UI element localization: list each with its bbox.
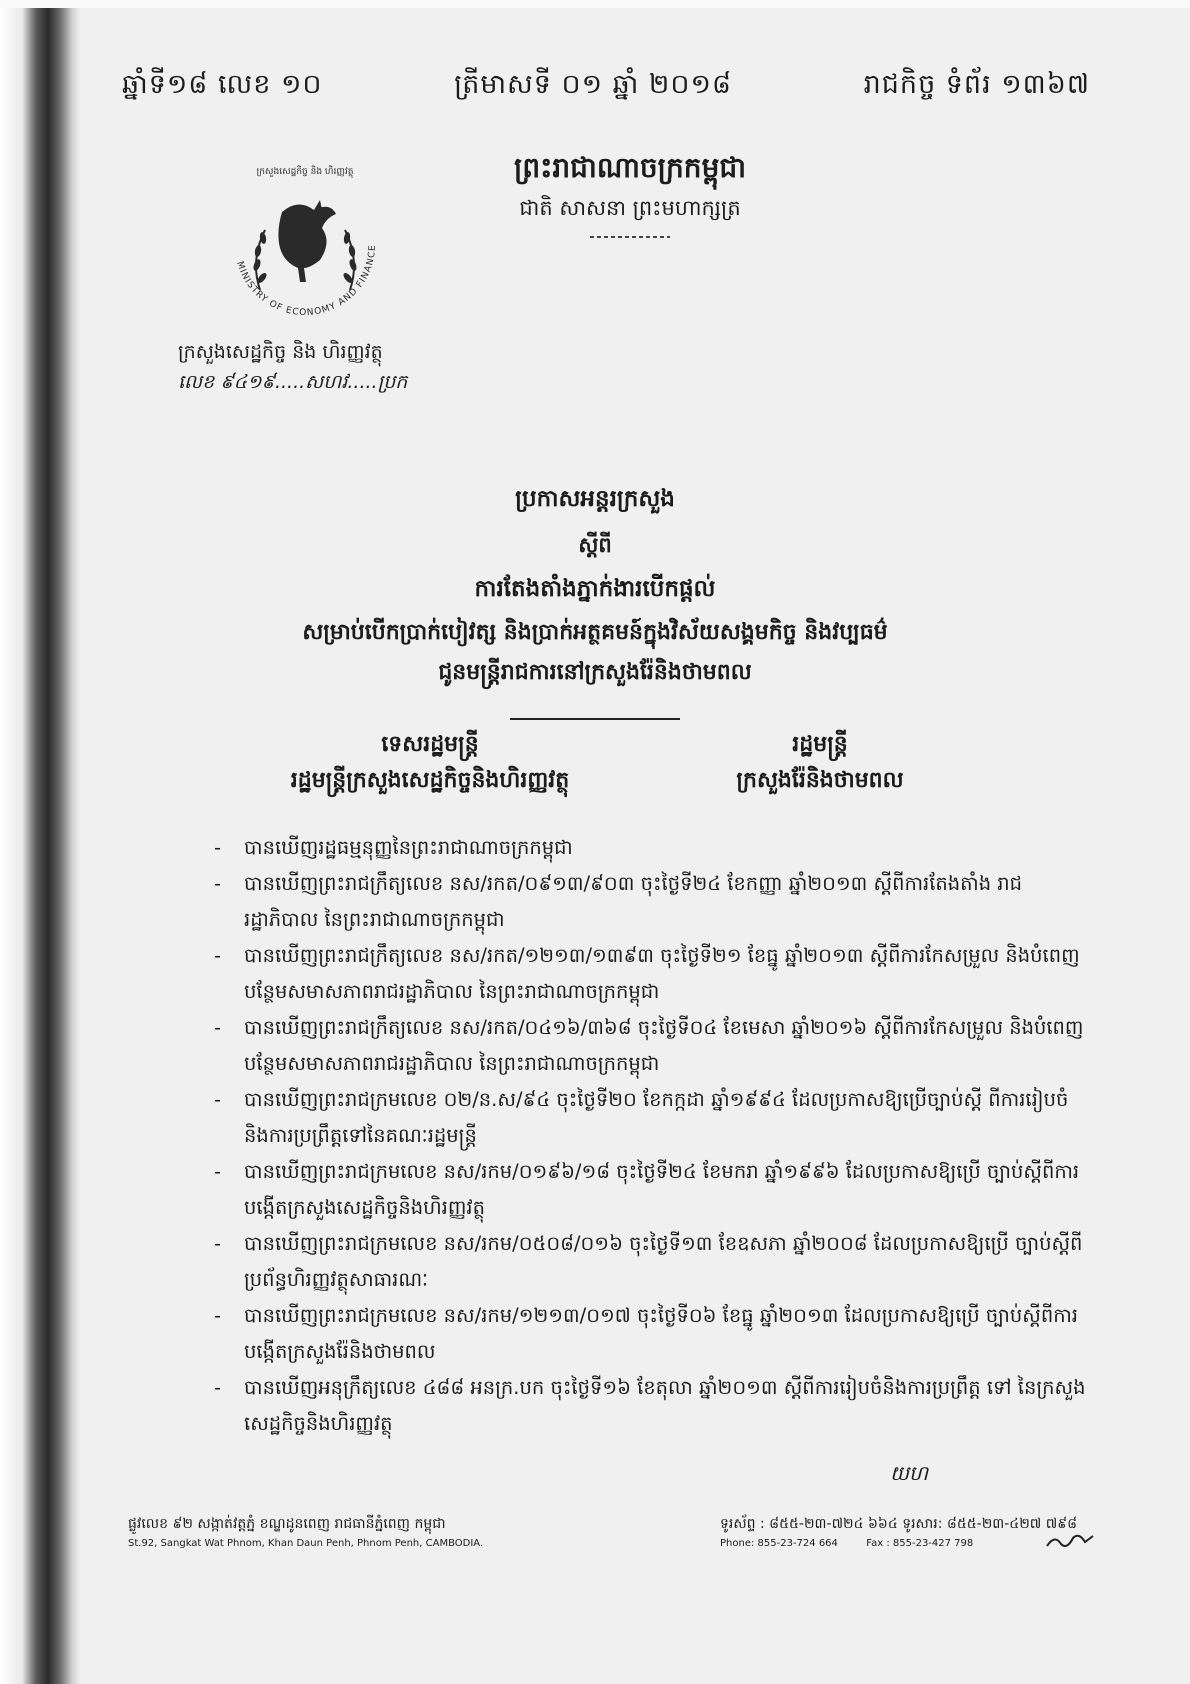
title-line-3: ការតែងតាំងភ្នាក់ងារបើកផ្តល់	[474, 576, 716, 602]
footer-phone-fax-en	[720, 1538, 1077, 1549]
title-divider	[510, 718, 680, 720]
list-item-text: បានឃើញរដ្ឋធម្មនុញ្ញនៃព្រះរាជាណាចក្រកម្ពុជា	[244, 836, 573, 859]
signature-scribble-icon	[1045, 1530, 1095, 1552]
bullet-dash: -	[214, 1376, 222, 1399]
ornament-divider	[590, 236, 670, 238]
footer-address-km: ផ្លូវលេខ ៩២ សង្កាត់វត្តភ្នំ ខណ្ឌដូនពេញ រាជធានីភ្នំពេញ កម្ពុជា	[128, 1516, 446, 1532]
bullet-dash: -	[214, 1304, 222, 1327]
footer-fax-en: Fax : 855-23-427 798	[866, 1538, 974, 1549]
title-line-4: សម្រាប់បើកប្រាក់បៀវត្ស និងប្រាក់អត្ថគមន៍ក្នុងវិស័យសង្គមកិច្ច និងវប្បធម៌	[302, 620, 888, 645]
list-item-text: បានឃើញព្រះរាជក្រឹត្យលេខ នស/រកត/១២១៣/១៣៩៣ ចុះថ្ងៃទី២១ ខែធ្នូ ឆ្នាំ២០១៣ ស្តីពីការកែសម្រួល និងបំពេញបន្ថែមសមាសភាពរាជរដ្ឋាភិបាល នៃព្រះរាជាណាចក្រកម្ពុជា	[244, 944, 1080, 1003]
title-line-1: ប្រកាសអន្តរក្រសួង	[515, 486, 675, 512]
bullet-dash: -	[214, 1160, 222, 1183]
header-page-number: រាជកិច្ច ទំព័រ ១៣៦៧	[863, 68, 1090, 100]
footer-address	[128, 1514, 483, 1549]
signatory-left-line-1: ទេសរដ្ឋមន្ត្រី	[381, 732, 479, 757]
ministry-seal-icon	[210, 150, 400, 340]
bullet-dash: -	[214, 872, 222, 895]
list-item	[210, 830, 1090, 866]
signatory-left-line-2: រដ្ឋមន្ត្រីក្រសួងសេដ្ឋកិច្ចនិងហិរញ្ញវត្ថុ	[290, 768, 570, 793]
list-item	[210, 1154, 1090, 1226]
list-item-text: បានឃើញព្រះរាជក្រឹត្យលេខ នស/រកត/០៤១៦/៣៦៨ ចុះថ្ងៃទី០៤ ខែមេសា ឆ្នាំ២០១៦ ស្តីពីការកែសម្រួល និងបំពេញបន្ថែមសមាសភាពរាជរដ្ឋាភិបាល នៃព្រះរាជាណាចក្រកម្ពុជា	[244, 1016, 1084, 1075]
footer-phone-fax-km: ទូរស័ព្ទ : ៨៥៥-២៣-៧២៤ ៦៦៤ ទូរសារ: ៨៥៥-២៣-៤២៧ ៧៩៨	[720, 1516, 1078, 1532]
bullet-dash: -	[214, 1016, 222, 1039]
handwritten-initials: យហ	[890, 1461, 929, 1485]
list-item	[210, 1010, 1090, 1082]
seal-text-km: ក្រសួងសេដ្ឋកិច្ច និង ហិរញ្ញវត្ថុ	[256, 167, 354, 177]
signatory-right-line-1: រដ្ឋមន្ត្រី	[792, 732, 848, 757]
list-item	[210, 938, 1090, 1010]
list-item	[210, 1226, 1090, 1298]
scan-top-edge	[0, 0, 1190, 8]
list-item	[210, 1370, 1090, 1442]
title-line-5: ជូនមន្ត្រីរាជការនៅក្រសួងរ៉ែនិងថាមពល	[438, 660, 752, 685]
kingdom-motto: ជាតិ សាសនា ព្រះមហាក្សត្រ	[519, 196, 741, 220]
kingdom-heading	[470, 150, 790, 238]
ministry-seal-logo	[210, 150, 400, 340]
signatory-right	[690, 727, 950, 799]
bullet-dash: -	[214, 1088, 222, 1111]
list-item-text: បានឃើញព្រះរាជក្រមលេខ នស/រកម/០១៩៦/១៨ ចុះថ្ងៃទី២៤ ខែមករា ឆ្នាំ១៩៩៦ ដែលប្រកាសឱ្យប្រើ ច្បាប់ស្តីពីការបង្កើតក្រសួងសេដ្ឋកិច្ចនិងហិរញ្ញវត្ថុ	[244, 1160, 1080, 1219]
gazette-header	[122, 62, 1090, 112]
list-item-text: បានឃើញព្រះរាជក្រមលេខ ០២/ន.ស/៩៤ ចុះថ្ងៃទី២០ ខែកក្កដា ឆ្នាំ១៩៩៤ ដែលប្រកាសឱ្យប្រើច្បាប់ស្តី ពីការរៀបចំ និងការប្រព្រឹត្តទៅនៃគណៈរដ្ឋមន្ត្រី	[244, 1088, 1069, 1147]
signatory-right-line-2: ក្រសួងរ៉ែនិងថាមពល	[736, 768, 904, 793]
reference-number: លេខ ៩៤១៩.....សហវ.....ប្រក	[178, 371, 408, 393]
kingdom-title: ព្រះរាជាណាចក្រកម្ពុជា	[513, 151, 746, 184]
footer-phone-en: Phone: 855-23-724 664	[720, 1538, 838, 1549]
signatory-left	[230, 727, 630, 799]
list-item	[210, 1082, 1090, 1154]
list-item-text: បានឃើញព្រះរាជក្រឹត្យលេខ នស/រកត/០៩១៣/៩០៣ ចុះថ្ងៃទី២៤ ខែកញ្ញា ឆ្នាំ២០១៣ ស្តីពីការតែងតាំង រាជរដ្ឋាភិបាល នៃព្រះរាជាណាចក្រកម្ពុជា	[244, 872, 1023, 931]
scan-shadow-edge	[0, 0, 80, 1684]
bullet-dash: -	[214, 944, 222, 967]
list-item	[210, 866, 1090, 938]
header-year-issue: ឆ្នាំទី១៨ លេខ ១០	[122, 68, 323, 100]
list-item-text: បានឃើញព្រះរាជក្រមលេខ នស/រកម/១២១៣/០១៧ ចុះថ្ងៃទី០៦ ខែធ្នូ ឆ្នាំ២០១៣ ដែលប្រកាសឱ្យប្រើ ច្បាប់ស្តីពីការបង្កើតក្រសួងរ៉ែនិងថាមពល	[244, 1304, 1078, 1363]
footer-contact	[720, 1514, 1077, 1549]
bullet-dash: -	[214, 1232, 222, 1255]
ministry-name: ក្រសួងសេដ្ឋកិច្ច និង ហិរញ្ញវត្ថុ	[178, 341, 383, 363]
document-title	[170, 485, 1020, 720]
footer-signature-mark	[1045, 1530, 1095, 1557]
seal-text-en: MINISTRY OF ECONOMY AND FINANCE	[234, 244, 379, 319]
bullet-dash: -	[214, 836, 222, 859]
header-quarter-year: ត្រីមាសទី ០១ ឆ្នាំ ២០១៨	[454, 68, 733, 100]
considerations-list	[210, 830, 1090, 1442]
list-item	[210, 1298, 1090, 1370]
list-item-text: បានឃើញព្រះរាជក្រមលេខ នស/រកម/០៥០៨/០១៦ ចុះថ្ងៃទី១៣ ខែឧសភា ឆ្នាំ២០០៨ ដែលប្រកាសឱ្យប្រើ ច្បាប់ស្តីពីប្រព័ន្ធហិរញ្ញវត្ថុសាធារណៈ	[244, 1232, 1083, 1291]
list-item-text: បានឃើញអនុក្រឹត្យលេខ ៤៨៨ អនក្រ.បក ចុះថ្ងៃទី១៦ ខែតុលា ឆ្នាំ២០១៣ ស្តីពីការរៀបចំនិងការប្រព្រឹត្ត ទៅ នៃក្រសួងសេដ្ឋកិច្ចនិងហិរញ្ញវត្ថុ	[244, 1376, 1086, 1435]
footer-address-en: St.92, Sangkat Wat Phnom, Khan Daun Penh, Phnom Penh, CAMBODIA.	[128, 1538, 484, 1549]
title-line-2: ស្តីពី	[578, 533, 612, 557]
